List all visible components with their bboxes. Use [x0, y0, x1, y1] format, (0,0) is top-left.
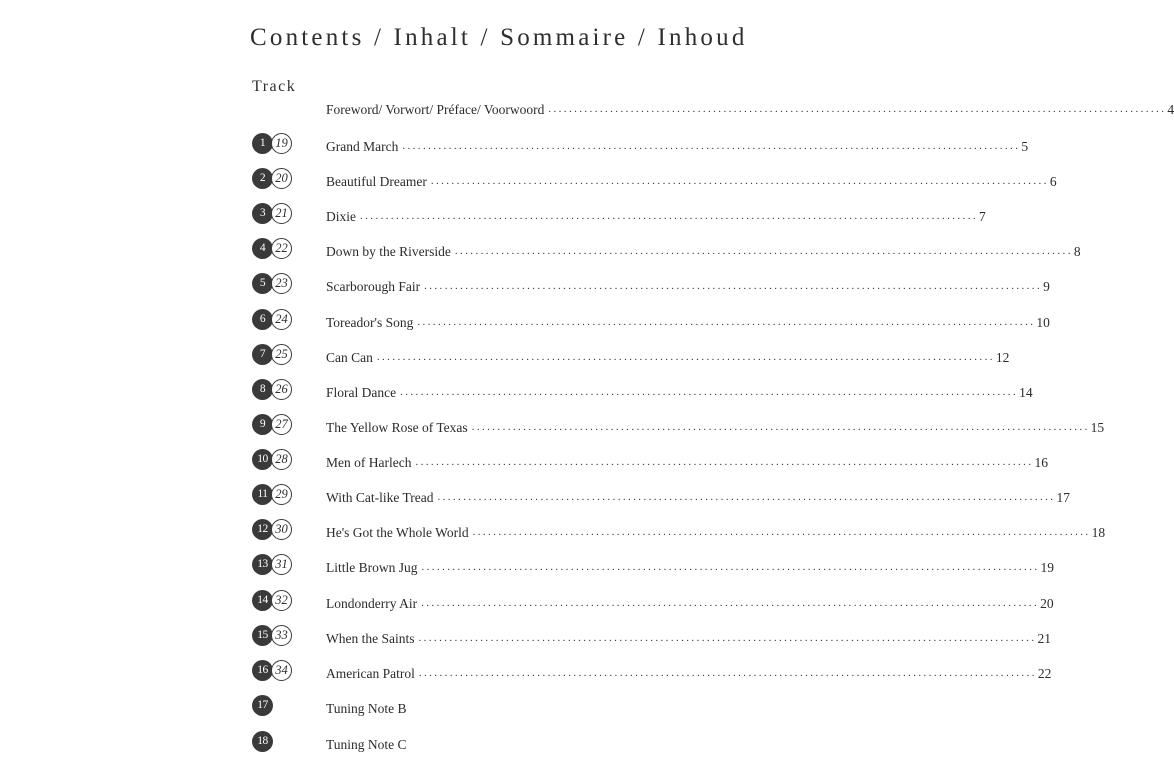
- toc-row: [252, 414, 1105, 436]
- track-badge: 18: [252, 731, 273, 752]
- entry-page: 9: [1043, 279, 1050, 294]
- entry-page: 8: [1073, 244, 1081, 259]
- track-badge: 1: [252, 133, 273, 154]
- dot-leader: ........................................................................................................................: [421, 561, 1040, 573]
- entry-page: 5: [1021, 139, 1029, 154]
- toc-row: [252, 660, 1052, 682]
- dot-leader: ........................................................................................................................: [430, 175, 1049, 187]
- track-badge: 7: [252, 344, 273, 365]
- toc-row-tuning: [252, 731, 766, 753]
- alt-track-badge: 30: [271, 519, 292, 540]
- entry-title: Tuning Note C: [326, 737, 407, 752]
- dot-leader: ........................................................................................................................: [437, 491, 1056, 503]
- alt-track-badge: 29: [271, 484, 292, 505]
- entry-title: American Patrol: [326, 666, 415, 681]
- entry-line: [326, 660, 1052, 682]
- entry-page: 21: [1037, 631, 1051, 646]
- toc-row: [252, 273, 1050, 295]
- contents-title: Contents / Inhalt / Sommaire / Inhoud: [250, 24, 748, 51]
- entry-line: [326, 414, 1105, 436]
- track-badge: 8: [252, 379, 273, 400]
- track-badge: 3: [252, 203, 273, 224]
- dot-leader: ........................................................................................................................: [415, 456, 1034, 468]
- toc-row: [252, 379, 1033, 401]
- entry-page: 22: [1037, 666, 1052, 681]
- entry-title: He's Got the Whole World: [326, 525, 469, 540]
- dot-leader: ........................................................................................................................: [376, 351, 995, 363]
- dot-leader: ........................................................................................................................: [402, 140, 1021, 152]
- track-badge: 4: [252, 238, 273, 259]
- toc-row: [252, 484, 1070, 506]
- dot-leader: ........................................................................................................................: [417, 316, 1036, 328]
- entry-title: When the Saints: [326, 631, 415, 646]
- track-badge: 15: [252, 625, 273, 646]
- dot-leader: ........................................................................................................................: [400, 386, 1019, 398]
- entry-title: Foreword/ Vorwort/ Préface/ Voorwoord: [326, 102, 545, 117]
- entry-title: Little Brown Jug: [326, 560, 418, 575]
- alt-track-badge: 21: [271, 203, 292, 224]
- entry-title: Down by the Riverside: [326, 244, 451, 259]
- track-badge: 13: [252, 554, 273, 575]
- entry-line: [326, 203, 986, 225]
- toc-row: [252, 554, 1054, 576]
- alt-track-badge: 23: [271, 273, 292, 294]
- alt-track-badge: 27: [271, 414, 292, 435]
- dot-leader: ........................................................................................................................: [418, 632, 1037, 644]
- entry-line: [326, 344, 1010, 366]
- entry-page: 15: [1090, 420, 1105, 435]
- dot-leader: ........................................................................................................................: [471, 421, 1090, 433]
- dot-leader: ........................................................................................................................: [418, 667, 1037, 679]
- entry-page: 12: [995, 350, 1010, 365]
- entry-line: [326, 238, 1081, 260]
- alt-track-badge: 32: [271, 590, 292, 611]
- entry-page: 7: [979, 209, 986, 224]
- toc-row: [252, 449, 1048, 471]
- entry-line: [326, 731, 766, 753]
- entry-title: Men of Harlech: [326, 455, 412, 470]
- alt-track-badge: 19: [271, 133, 292, 154]
- entry-title: Can Can: [326, 350, 373, 365]
- entry-line: [326, 379, 1033, 401]
- entry-page: 10: [1036, 315, 1050, 330]
- entry-page: 19: [1040, 560, 1054, 575]
- alt-track-badge: 31: [271, 554, 292, 575]
- entry-title: Scarborough Fair: [326, 279, 421, 294]
- entry-title: Londonderry Air: [326, 596, 418, 611]
- toc-row: [252, 625, 1051, 647]
- entry-line: [326, 96, 1174, 118]
- entry-line: [326, 168, 1057, 190]
- track-badge: 16: [252, 660, 273, 681]
- entry-page: 16: [1034, 455, 1048, 470]
- entry-title: Beautiful Dreamer: [326, 174, 427, 189]
- toc-row: [252, 309, 1050, 331]
- dot-leader: ........................................................................................................................: [548, 103, 1167, 115]
- entry-line: [326, 625, 1051, 647]
- track-badge: 6: [252, 309, 273, 330]
- track-badge: 9: [252, 414, 273, 435]
- entry-title: With Cat-like Tread: [326, 490, 434, 505]
- entry-page: 4: [1167, 102, 1174, 117]
- track-badge: 14: [252, 590, 273, 611]
- foreword-entry: [252, 96, 1174, 118]
- entry-line: [326, 273, 1050, 295]
- track-badge: 11: [252, 484, 273, 505]
- alt-track-badge: 34: [271, 660, 292, 681]
- toc-row: [252, 519, 1106, 541]
- toc-row: [252, 590, 1054, 612]
- dot-leader: ........................................................................................................................: [472, 526, 1091, 538]
- entry-line: [326, 133, 1029, 155]
- alt-track-badge: 33: [271, 625, 292, 646]
- dot-leader: ........................................................................................................................: [454, 245, 1073, 257]
- entry-title: Dixie: [326, 209, 356, 224]
- track-badge: 17: [252, 695, 273, 716]
- track-badge: 2: [252, 168, 273, 189]
- entry-title: Tuning Note B: [326, 701, 407, 716]
- entry-line: [326, 449, 1048, 471]
- track-column-header: Track: [252, 78, 297, 95]
- dot-leader: ........................................................................................................................: [421, 597, 1040, 609]
- entry-line: [326, 519, 1106, 541]
- alt-track-badge: 20: [271, 168, 292, 189]
- entry-page: 20: [1040, 596, 1054, 611]
- alt-track-badge: 25: [271, 344, 292, 365]
- alt-track-badge: 28: [271, 449, 292, 470]
- entry-page: 6: [1049, 174, 1057, 189]
- toc-row: [252, 238, 1081, 260]
- entry-line: [326, 484, 1070, 506]
- entry-line: [326, 590, 1054, 612]
- entry-line: [326, 554, 1054, 576]
- track-badge: 10: [252, 449, 273, 470]
- dot-leader: ........................................................................................................................: [360, 210, 978, 222]
- toc-row: [252, 168, 1057, 190]
- entry-title: Floral Dance: [326, 385, 397, 400]
- track-badge: 12: [252, 519, 273, 540]
- toc-row: [252, 344, 1010, 366]
- entry-page: 14: [1019, 385, 1033, 400]
- entry-line: [326, 695, 766, 717]
- entry-title: Grand March: [326, 139, 399, 154]
- toc-row-tuning: [252, 695, 766, 717]
- entry-title: The Yellow Rose of Texas: [326, 420, 468, 435]
- alt-track-badge: 26: [271, 379, 292, 400]
- track-badge: 5: [252, 273, 273, 294]
- entry-page: 17: [1056, 490, 1070, 505]
- entry-title: Toreador's Song: [326, 315, 414, 330]
- alt-track-badge: 24: [271, 309, 292, 330]
- entry-line: [326, 309, 1050, 331]
- dot-leader: ........................................................................................................................: [424, 280, 1043, 292]
- toc-row: [252, 203, 986, 225]
- toc-row: [252, 133, 1029, 155]
- entry-page: 18: [1091, 525, 1106, 540]
- alt-track-badge: 22: [271, 238, 292, 259]
